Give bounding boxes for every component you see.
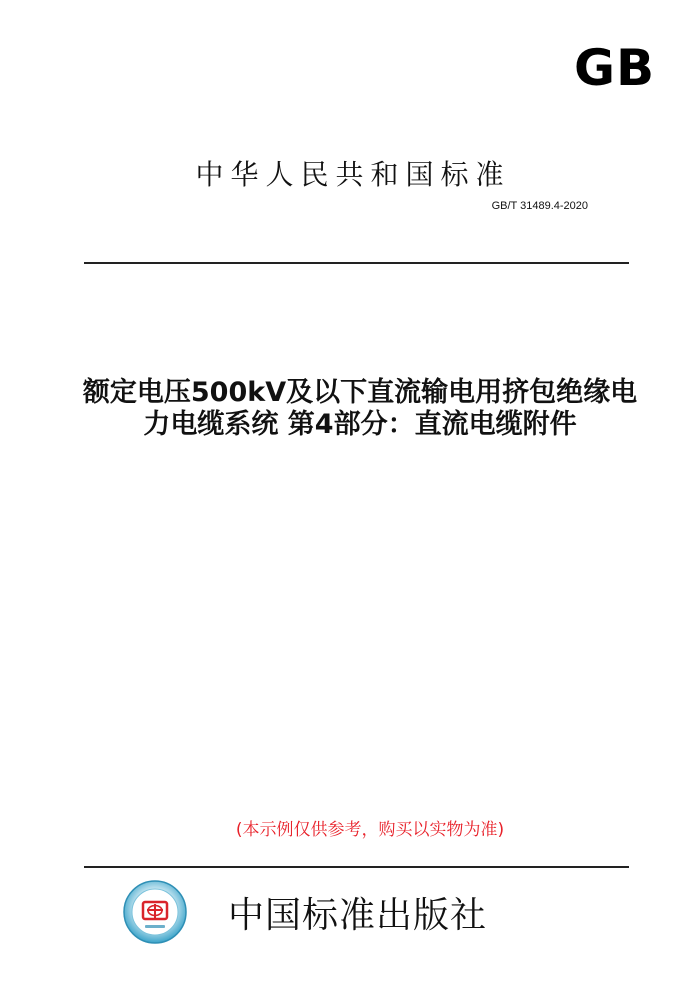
national-standard-heading: 中华人民共和国标准 <box>195 158 511 191</box>
bottom-divider <box>84 866 629 868</box>
publisher-seal-icon <box>123 880 187 944</box>
standard-number: GB/T 31489.4-2020 <box>491 200 588 212</box>
title-line-1: 额定电压500kV及以下直流输电用挤包绝缘电 <box>82 377 638 408</box>
purchase-notice: (本示例仅供参考，购买以实物为准) <box>235 820 505 840</box>
document-title <box>40 377 680 441</box>
publisher-name: 中国标准出版社 <box>228 895 488 936</box>
title-line-2: 力电缆系统 第4部分：直流电缆附件 <box>143 409 577 440</box>
gb-logo: GB <box>574 39 656 97</box>
top-divider <box>84 262 629 264</box>
